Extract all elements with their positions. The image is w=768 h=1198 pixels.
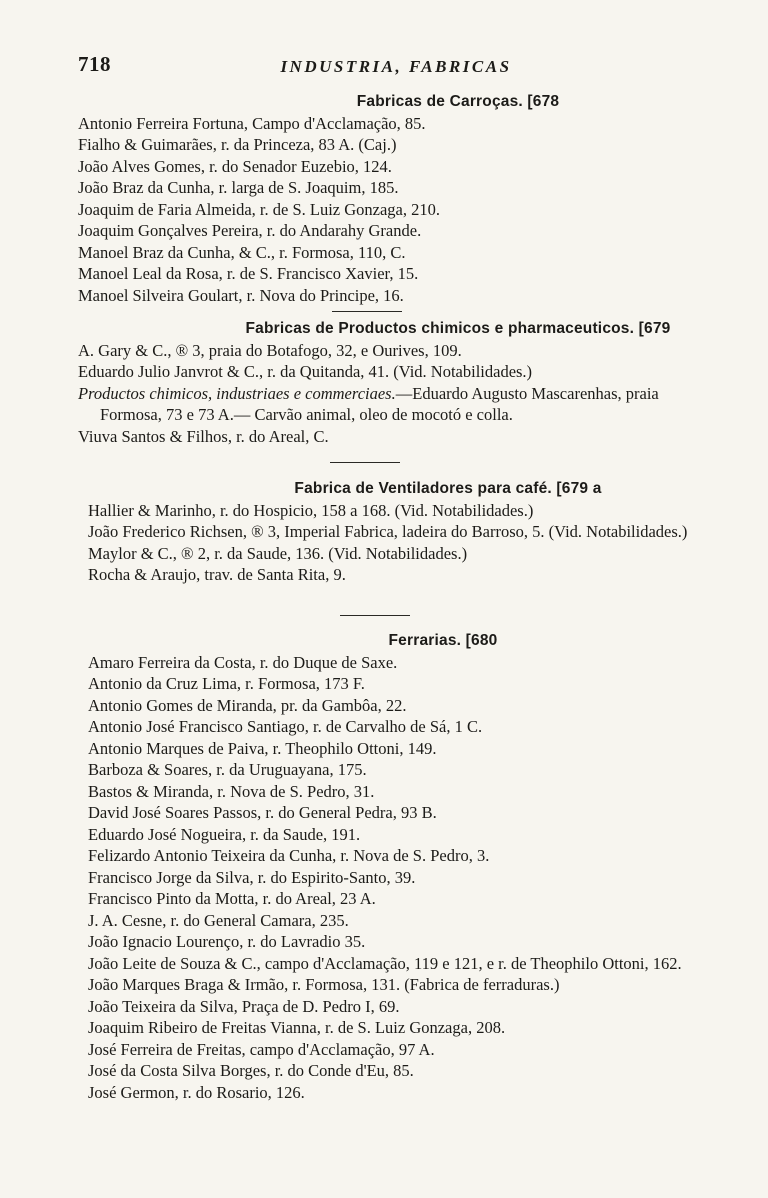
section-divider [330, 462, 400, 463]
list-item: José da Costa Silva Borges, r. do Conde d'Eu, 85. [88, 1061, 414, 1080]
entry-list [78, 500, 718, 586]
section-title: Fabrica de Ventiladores para café. [679 a [294, 480, 602, 497]
running-title: INDUSTRIA, FABRICAS [280, 57, 512, 76]
list-item: J. A. Cesne, r. do General Camara, 235. [88, 910, 349, 930]
list-item: Antonio da Cruz Lima, r. Formosa, 173 F. [88, 674, 365, 693]
list-item: João Alves Gomes, r. do Senador Euzebio, 124. [78, 156, 392, 176]
list-item: Maylor & C., ® 2, r. da Saude, 136. (Vid. Notabilidades.) [88, 543, 468, 563]
list-item: Fialho & Guimarães, r. da Princeza, 83 A. (Caj.) [78, 135, 397, 154]
section-productos-chimicos [78, 318, 718, 447]
list-item: A. Gary & C., ® 3, praia do Botafogo, 32, e Ourives, 109. [78, 340, 462, 360]
list-item: Antonio Gomes de Miranda, pr. da Gambôa, 22. [88, 695, 407, 715]
list-item: Francisco Jorge da Silva, r. do Espirito-Santo, 39. [88, 867, 416, 887]
section-divider [340, 615, 410, 616]
list-item: Viuva Santos & Filhos, r. do Areal, C. [78, 426, 329, 446]
list-item: David José Soares Passos, r. do General Pedra, 93 B. [88, 803, 437, 822]
list-item: Joaquim Gonçalves Pereira, r. do Andarahy Grande. [78, 221, 422, 240]
page-number: 718 [78, 52, 111, 76]
list-item: Rocha & Araujo, trav. de Santa Rita, 9. [88, 565, 346, 584]
page-header [78, 54, 714, 84]
list-item: Eduardo José Nogueira, r. da Saude, 191. [88, 824, 361, 844]
list-item: Felizardo Antonio Teixeira da Cunha, r. Nova de S. Pedro, 3. [88, 846, 490, 865]
list-item: Manoel Braz da Cunha, & C., r. Formosa, 110, C. [78, 242, 406, 262]
list-item: João Frederico Richsen, ® 3, Imperial Fabrica, ladeira do Barroso, 5. (Vid. Notabilidades.) [88, 522, 688, 541]
list-item: Hallier & Marinho, r. do Hospicio, 158 a 168. (Vid. Notabilidades.) [88, 500, 534, 520]
section-title: Fabricas de Carroças. [678 [356, 93, 560, 110]
list-item: João Ignacio Lourenço, r. do Lavradio 35. [88, 932, 366, 951]
list-item: Antonio José Francisco Santiago, r. de Carvalho de Sá, 1 C. [88, 717, 483, 736]
list-item: Antonio Marques de Paiva, r. Theophilo Ottoni, 149. [88, 738, 437, 758]
list-item: João Braz da Cunha, r. larga de S. Joaquim, 185. [78, 178, 399, 197]
section-title: Fabricas de Productos chimicos e pharmaceuticos. [679 [245, 320, 671, 337]
list-item: Eduardo Julio Janvrot & C., r. da Quitanda, 41. (Vid. Notabilidades.) [78, 362, 533, 381]
list-item: João Leite de Souza & C., campo d'Acclamação, 119 e 121, e r. de Theophilo Ottoni, 162. [88, 953, 682, 973]
list-item: Bastos & Miranda, r. Nova de S. Pedro, 31. [88, 781, 375, 801]
list-item: Manoel Silveira Goulart, r. Nova do Principe, 16. [78, 285, 404, 305]
section-carrocas [78, 91, 718, 306]
entry-list [78, 652, 718, 1104]
section-title: Ferrarias. [680 [388, 632, 498, 649]
entry-list [78, 340, 718, 448]
entry-italic-text: Productos chimicos, industriaes e commerciaes. [78, 383, 396, 403]
list-item: Francisco Pinto da Motta, r. do Areal, 23 A. [88, 889, 376, 908]
list-item: João Marques Braga & Irmão, r. Formosa, 131. (Fabrica de ferraduras.) [88, 975, 560, 994]
section-divider [332, 311, 402, 312]
list-item: Barboza & Soares, r. da Uruguayana, 175. [88, 760, 367, 779]
list-item: José Germon, r. do Rosario, 126. [88, 1082, 305, 1102]
list-item: José Ferreira de Freitas, campo d'Acclamação, 97 A. [88, 1039, 435, 1059]
entry-list [78, 113, 718, 307]
list-item: Manoel Leal da Rosa, r. de S. Francisco Xavier, 15. [78, 264, 419, 283]
list-item [78, 383, 718, 426]
section-ferrarias [78, 630, 718, 1103]
section-ventiladores [78, 478, 718, 586]
list-item: João Teixeira da Silva, Praça de D. Pedro I, 69. [88, 996, 400, 1016]
entry-text: —Eduardo Augusto Mascarenhas, praia Formosa, 73 e 73 A.— Carvão animal, oleo de mocotó e colla. [100, 383, 659, 424]
list-item: Antonio Ferreira Fortuna, Campo d'Acclamação, 85. [78, 113, 426, 133]
list-item: Joaquim de Faria Almeida, r. de S. Luiz Gonzaga, 210. [78, 199, 441, 219]
list-item: Joaquim Ribeiro de Freitas Vianna, r. de S. Luiz Gonzaga, 208. [88, 1018, 506, 1037]
list-item: Amaro Ferreira da Costa, r. do Duque de Saxe. [88, 652, 398, 672]
